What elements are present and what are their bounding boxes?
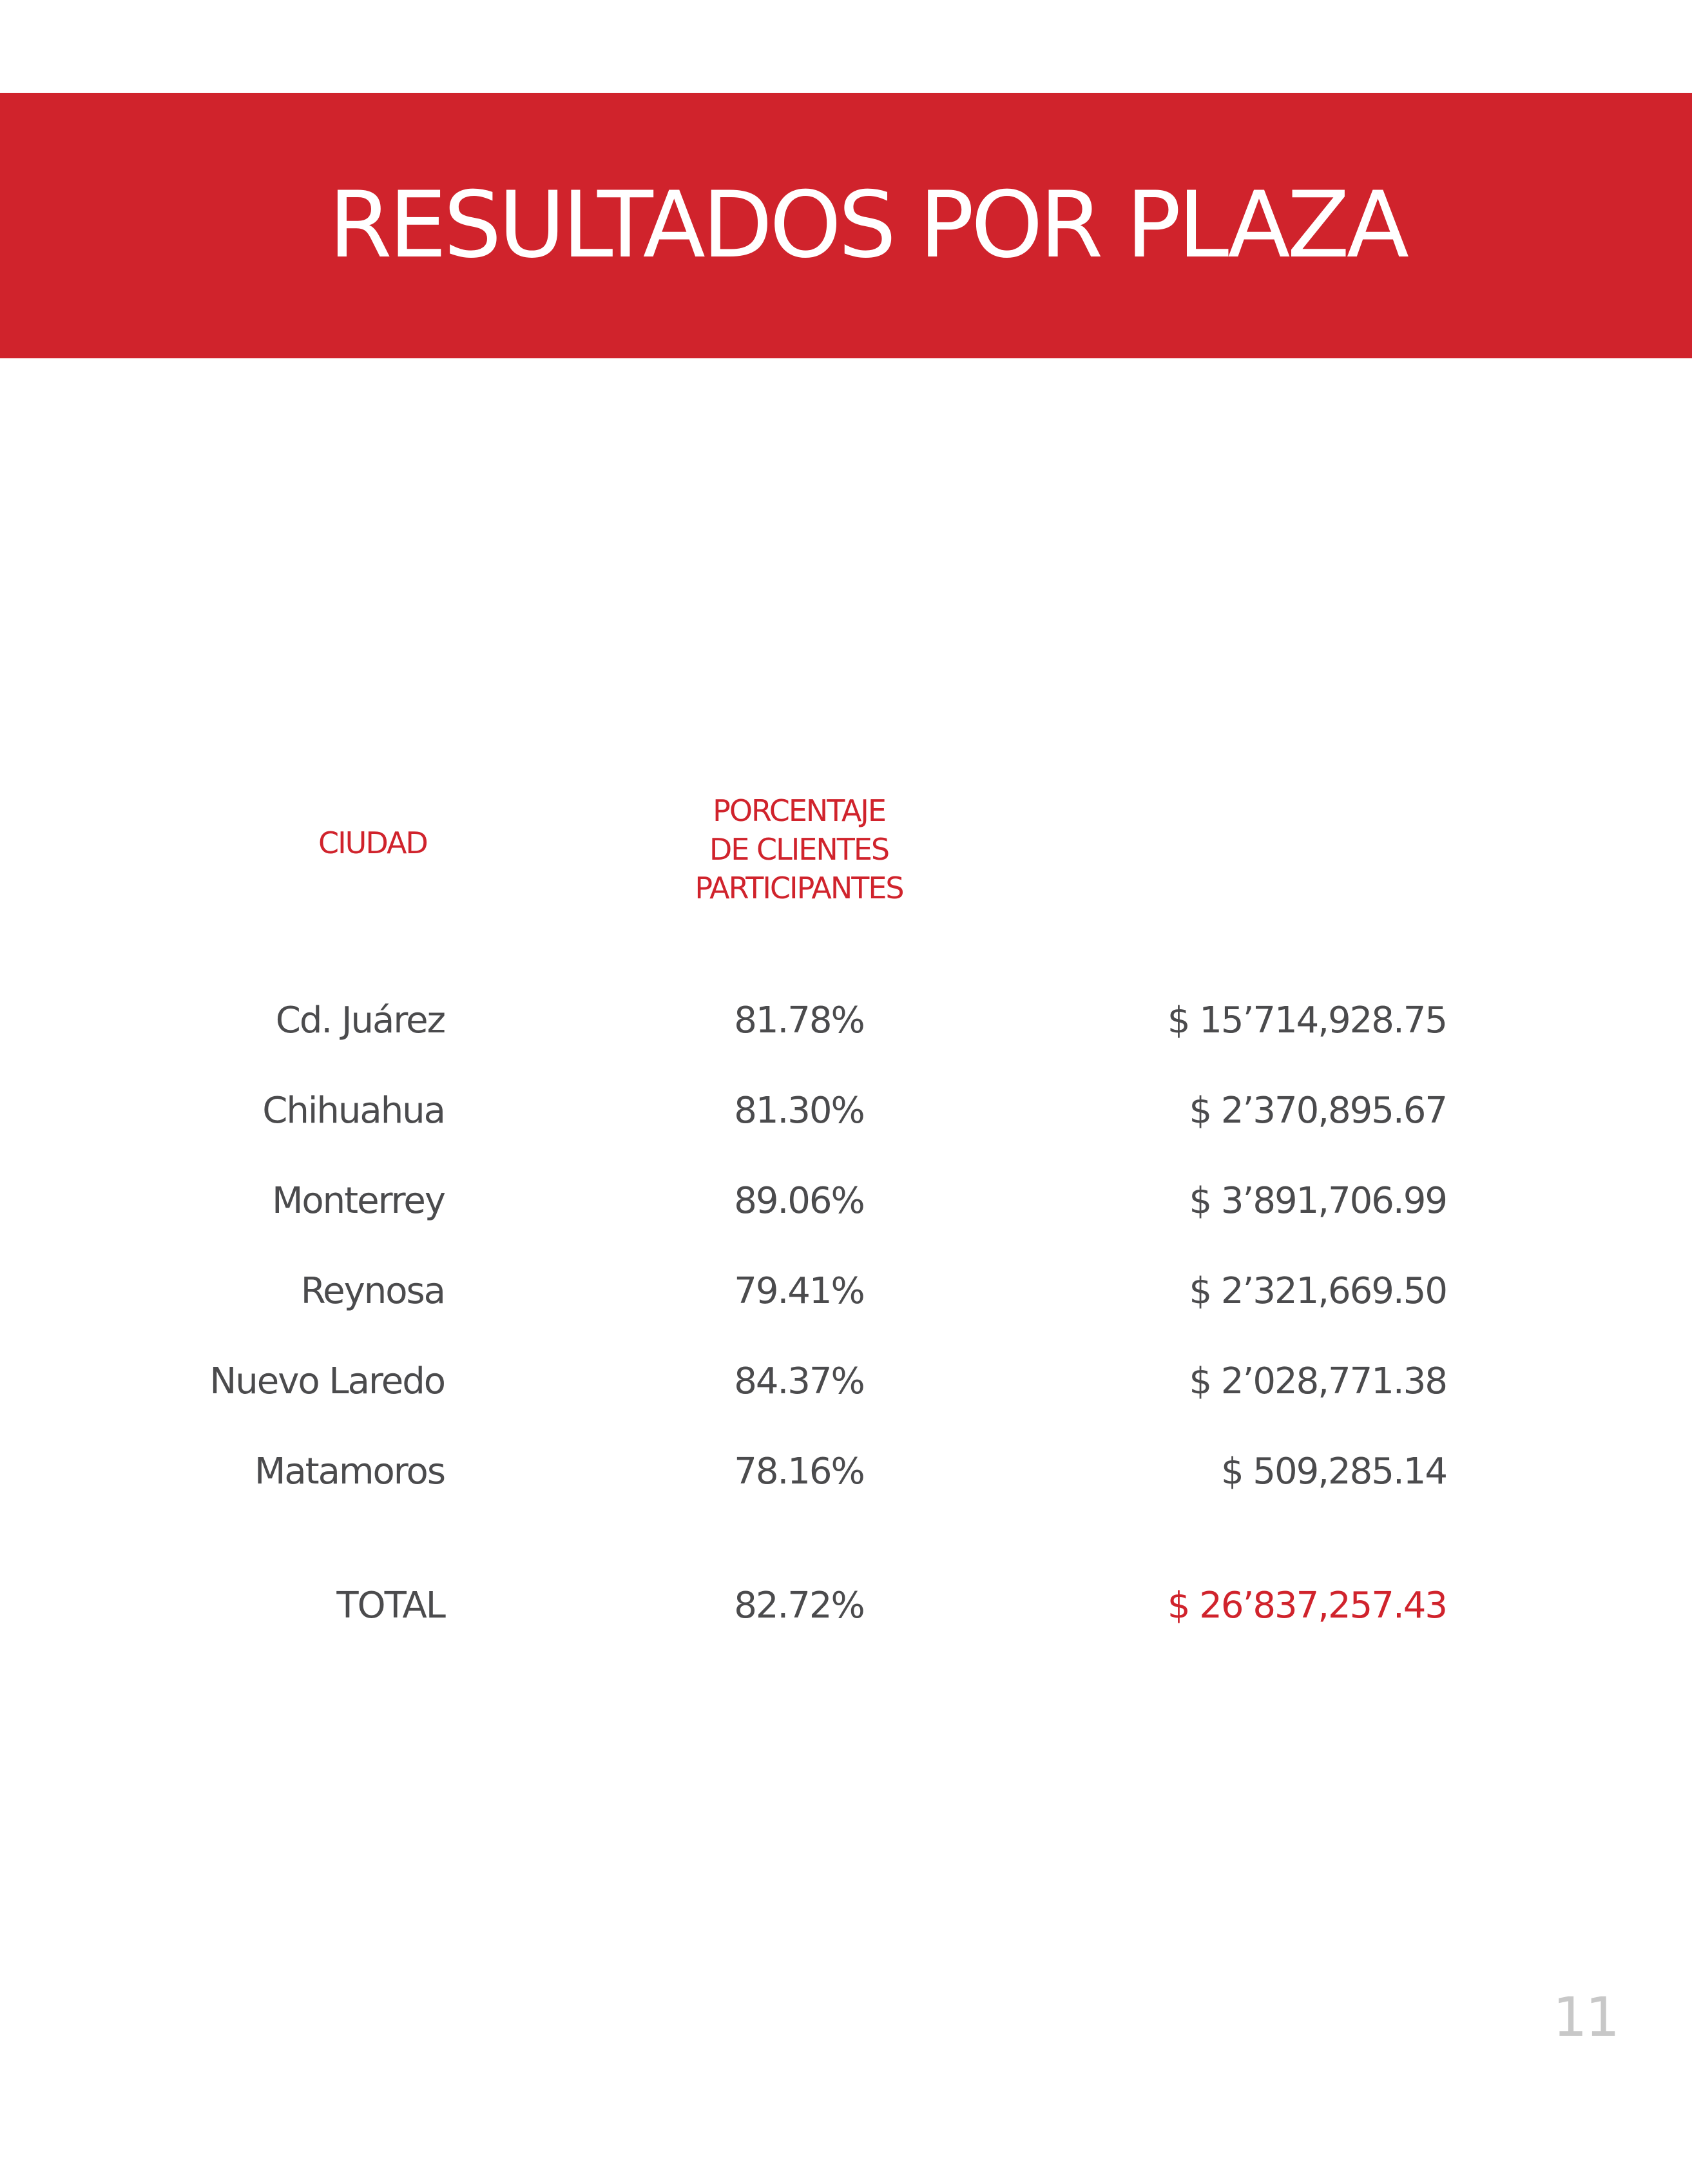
amount-cell: $ 2’028,771.38: [1189, 1360, 1447, 1402]
column-header-percent: [644, 791, 954, 907]
amount-cell: $ 2’321,669.50: [1189, 1270, 1447, 1312]
total-percent: 82.72%: [734, 1585, 864, 1627]
column-header-percent-line-3: PARTICIPANTES: [695, 871, 903, 905]
table-row: [0, 995, 1692, 1047]
city-cell: Matamoros: [255, 1451, 445, 1493]
amount-cell: $ 15’714,928.75: [1167, 1000, 1447, 1041]
amount-cell: $ 509,285.14: [1220, 1451, 1447, 1493]
table-total-row: [0, 1580, 1692, 1632]
percent-cell: 84.37%: [734, 1360, 864, 1402]
percent-cell: 78.16%: [734, 1451, 864, 1493]
column-header-percent-line-2: DE CLIENTES: [709, 832, 889, 867]
table-row: [0, 1356, 1692, 1407]
city-cell: Chihuahua: [262, 1090, 445, 1132]
percent-cell: 89.06%: [734, 1180, 864, 1222]
percent-cell: 81.78%: [734, 1000, 864, 1041]
amount-cell: $ 2’370,895.67: [1189, 1090, 1447, 1132]
percent-cell: 81.30%: [734, 1090, 864, 1132]
amount-cell: $ 3’891,706.99: [1189, 1180, 1447, 1222]
column-header-percent-line-1: PORCENTAJE: [713, 793, 885, 828]
column-header-city: CIUDAD: [318, 826, 427, 860]
percent-cell: 79.41%: [734, 1270, 864, 1312]
page-number: 11: [1553, 1986, 1618, 2049]
city-cell: Cd. Juárez: [275, 1000, 445, 1041]
table-row: [0, 1175, 1692, 1227]
page-title: RESULTADOS POR PLAZA: [329, 172, 1407, 278]
total-amount: $ 26’837,257.43: [1167, 1585, 1447, 1627]
city-cell: Reynosa: [300, 1270, 445, 1312]
table-row: [0, 1266, 1692, 1317]
table-row: [0, 1085, 1692, 1137]
city-cell: Nuevo Laredo: [209, 1360, 445, 1402]
table-row: [0, 1446, 1692, 1498]
total-label: TOTAL: [336, 1585, 445, 1627]
city-cell: Monterrey: [272, 1180, 445, 1222]
